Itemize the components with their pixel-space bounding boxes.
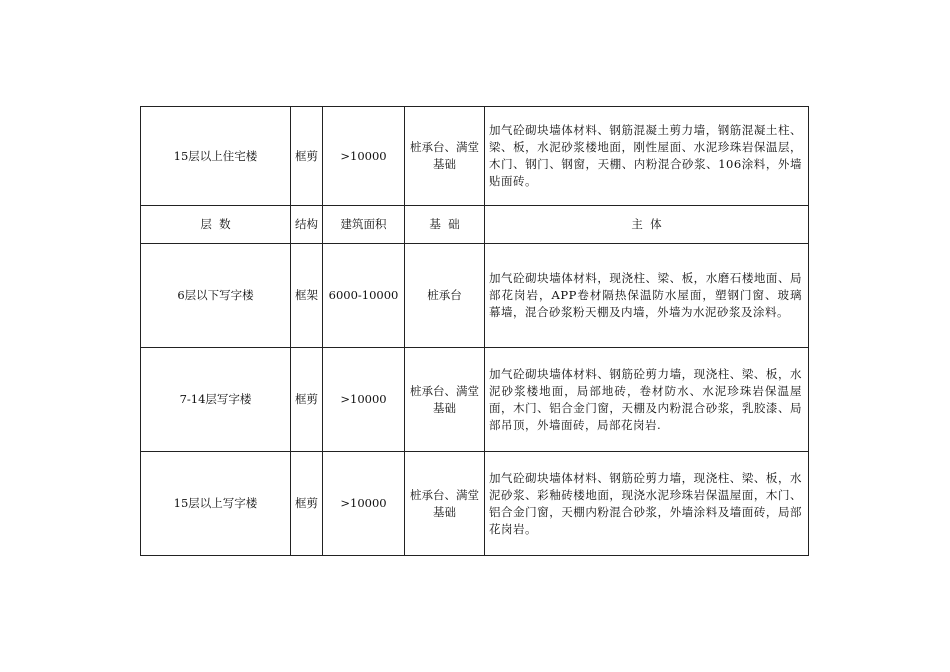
structure-cell: 框剪 (291, 107, 323, 206)
header-main: 主 体 (485, 206, 809, 244)
foundation-cell: 桩承台、满堂基础 (405, 107, 485, 206)
main-structure-cell: 加气砼砌块墙体材料，现浇柱、梁、板，水磨石楼地面、局部花岗岩，APP卷材隔热保温防水屋面，塑钢门窗、玻璃幕墙，混合砂浆粉天棚及内墙，外墙为水泥砂浆及涂料。 (485, 244, 809, 348)
main-structure-cell: 加气砼砌块墙体材料、钢筋砼剪力墙，现浇柱、梁、板，水泥砂浆、彩釉砖楼地面，现浇水泥珍珠岩保温屋面，木门、铝合金门窗，天棚内粉混合砂浆，外墙涂料及墙面砖，局部花岗岩。 (485, 452, 809, 556)
area-cell: >10000 (323, 452, 405, 556)
header-area: 建筑面积 (323, 206, 405, 244)
floors-cell: 15层以上住宅楼 (141, 107, 291, 206)
header-structure: 结构 (291, 206, 323, 244)
foundation-cell: 桩承台 (405, 244, 485, 348)
area-cell: >10000 (323, 348, 405, 452)
table-row (141, 348, 809, 452)
header-floors: 层 数 (141, 206, 291, 244)
structure-cell: 框剪 (291, 452, 323, 556)
table-row (141, 107, 809, 206)
table-row (141, 244, 809, 348)
structure-cell: 框剪 (291, 348, 323, 452)
main-structure-cell: 加气砼砌块墙体材料、钢筋砼剪力墙，现浇柱、梁、板，水泥砂浆楼地面，局部地砖，卷材防水、水泥珍珠岩保温屋面，木门、铝合金门窗，天棚及内粉混合砂浆，乳胶漆、局部吊顶，外墙面砖，局部花岗岩. (485, 348, 809, 452)
area-cell: >10000 (323, 107, 405, 206)
foundation-cell: 桩承台、满堂基础 (405, 452, 485, 556)
foundation-cell: 桩承台、满堂基础 (405, 348, 485, 452)
floors-cell: 7-14层写字楼 (141, 348, 291, 452)
building-spec-table (140, 106, 809, 556)
main-structure-cell: 加气砼砌块墙体材料、钢筋混凝土剪力墙，钢筋混凝土柱、梁、板，水泥砂浆楼地面，刚性屋面、水泥珍珠岩保温层，木门、钢门、钢窗，天棚、内粉混合砂浆、106涂料，外墙贴面砖。 (485, 107, 809, 206)
table-header-row (141, 206, 809, 244)
area-cell: 6000-10000 (323, 244, 405, 348)
header-foundation: 基 础 (405, 206, 485, 244)
floors-cell: 6层以下写字楼 (141, 244, 291, 348)
structure-cell: 框架 (291, 244, 323, 348)
table-row (141, 452, 809, 556)
floors-cell: 15层以上写字楼 (141, 452, 291, 556)
